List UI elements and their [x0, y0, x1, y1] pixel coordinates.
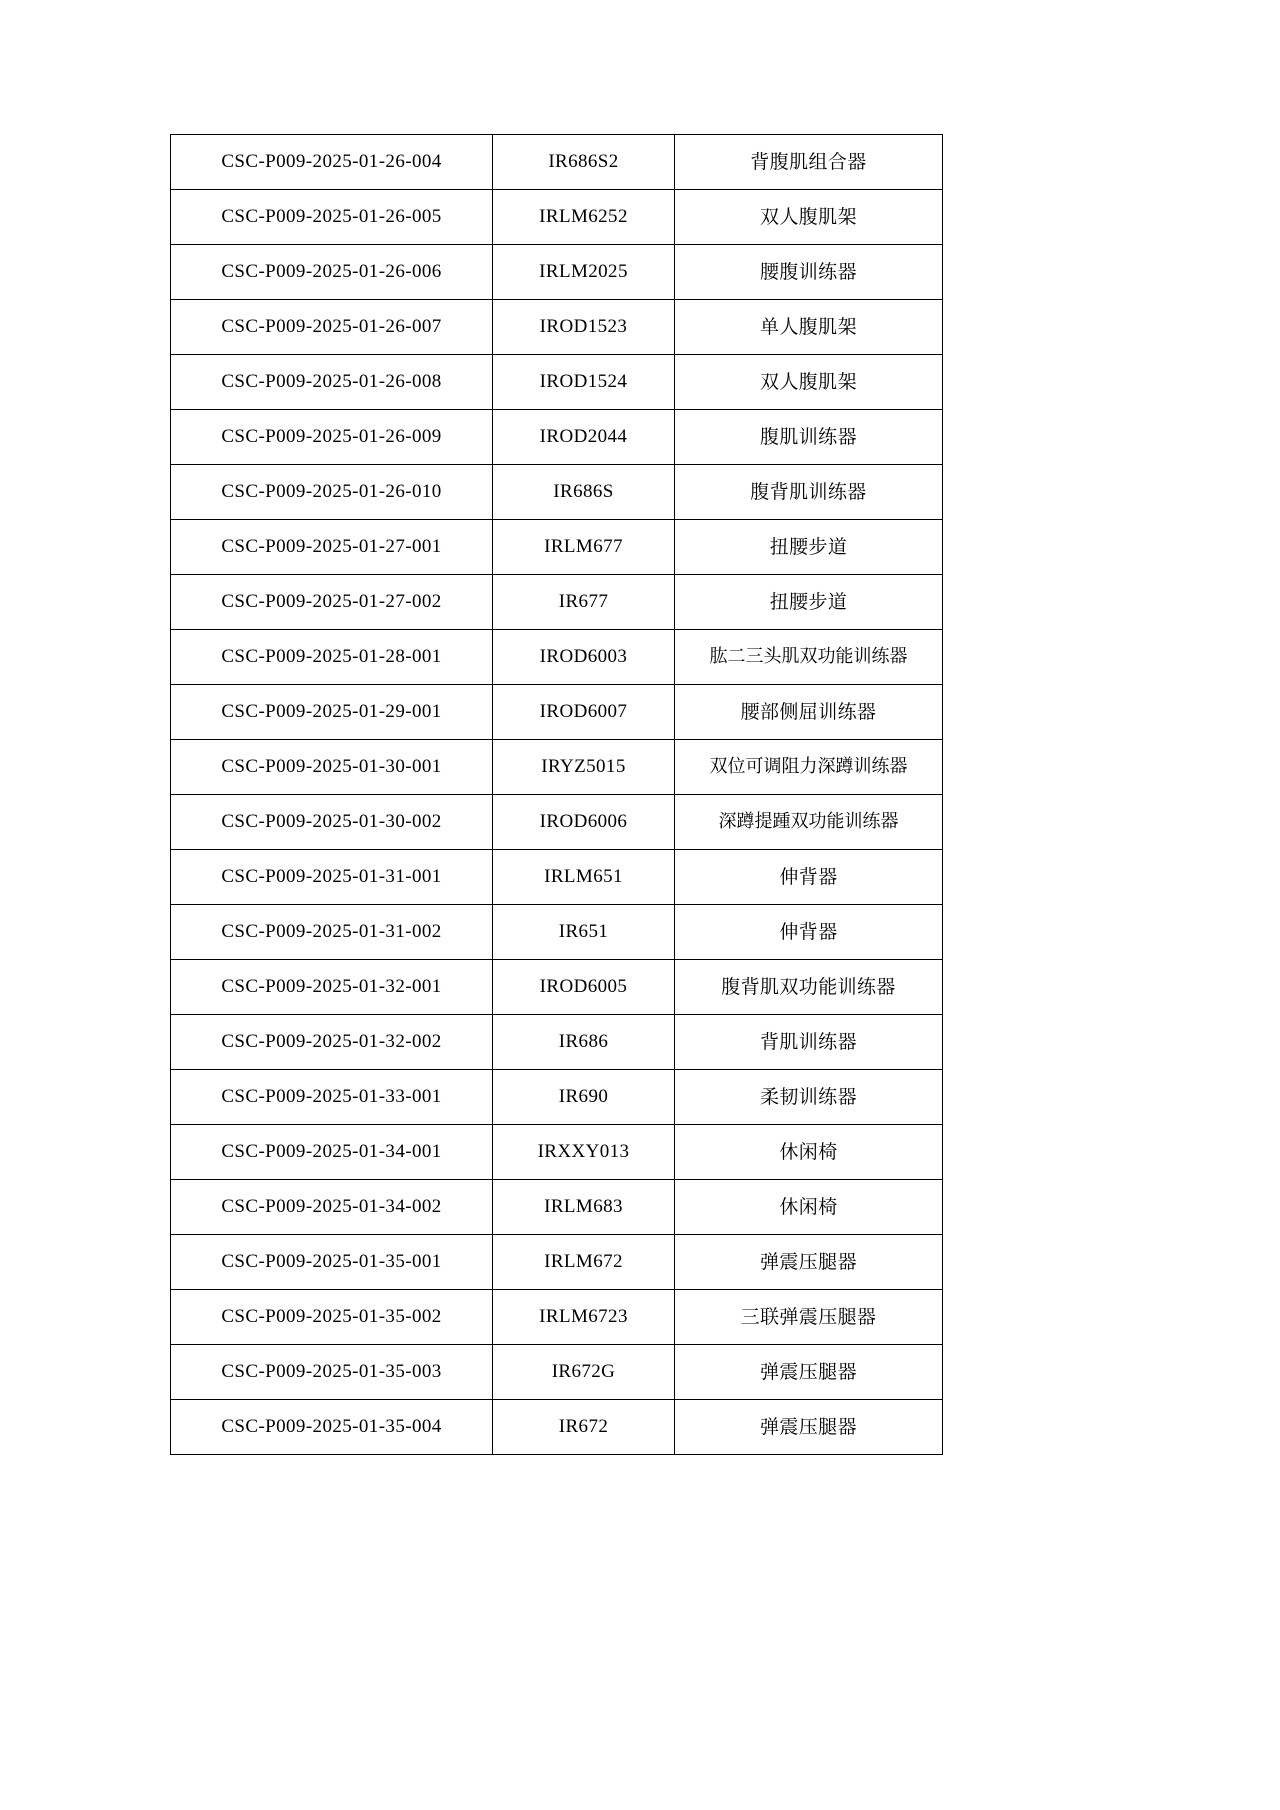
cell-model: IRLM672	[493, 1235, 675, 1290]
cell-code: CSC-P009-2025-01-31-001	[171, 850, 493, 905]
table-row	[171, 1235, 943, 1290]
cell-name: 腹肌训练器	[675, 410, 943, 465]
cell-name: 腹背肌训练器	[675, 465, 943, 520]
table-row	[171, 410, 943, 465]
cell-name: 双人腹肌架	[675, 190, 943, 245]
table-row	[171, 685, 943, 740]
cell-code: CSC-P009-2025-01-32-001	[171, 960, 493, 1015]
cell-code: CSC-P009-2025-01-26-010	[171, 465, 493, 520]
cell-name: 扭腰步道	[675, 575, 943, 630]
table-row	[171, 1180, 943, 1235]
cell-name: 三联弹震压腿器	[675, 1290, 943, 1345]
cell-code: CSC-P009-2025-01-35-001	[171, 1235, 493, 1290]
cell-model: IRLM2025	[493, 245, 675, 300]
cell-name: 双人腹肌架	[675, 355, 943, 410]
cell-model: IROD6005	[493, 960, 675, 1015]
cell-model: IRLM6723	[493, 1290, 675, 1345]
cell-model: IROD1523	[493, 300, 675, 355]
cell-name: 休闲椅	[675, 1180, 943, 1235]
cell-model: IRXXY013	[493, 1125, 675, 1180]
cell-code: CSC-P009-2025-01-26-007	[171, 300, 493, 355]
table-row	[171, 135, 943, 190]
table-row	[171, 1290, 943, 1345]
cell-name: 腰腹训练器	[675, 245, 943, 300]
cell-code: CSC-P009-2025-01-26-005	[171, 190, 493, 245]
cell-code: CSC-P009-2025-01-26-004	[171, 135, 493, 190]
table-row	[171, 960, 943, 1015]
cell-code: CSC-P009-2025-01-30-001	[171, 740, 493, 795]
cell-name: 背腹肌组合器	[675, 135, 943, 190]
cell-name: 弹震压腿器	[675, 1400, 943, 1455]
cell-model: IR672	[493, 1400, 675, 1455]
cell-model: IROD6003	[493, 630, 675, 685]
cell-code: CSC-P009-2025-01-29-001	[171, 685, 493, 740]
cell-code: CSC-P009-2025-01-34-001	[171, 1125, 493, 1180]
equipment-spec-table	[170, 134, 943, 1455]
cell-code: CSC-P009-2025-01-32-002	[171, 1015, 493, 1070]
table-row	[171, 190, 943, 245]
cell-code: CSC-P009-2025-01-33-001	[171, 1070, 493, 1125]
cell-name: 深蹲提踵双功能训练器	[675, 795, 943, 850]
table-row	[171, 300, 943, 355]
table-row	[171, 355, 943, 410]
table-row	[171, 520, 943, 575]
cell-code: CSC-P009-2025-01-31-002	[171, 905, 493, 960]
cell-code: CSC-P009-2025-01-26-009	[171, 410, 493, 465]
cell-name: 休闲椅	[675, 1125, 943, 1180]
cell-name: 伸背器	[675, 850, 943, 905]
table-row	[171, 1070, 943, 1125]
cell-model: IR686S2	[493, 135, 675, 190]
cell-model: IROD6007	[493, 685, 675, 740]
cell-model: IR672G	[493, 1345, 675, 1400]
cell-model: IRLM683	[493, 1180, 675, 1235]
table-row	[171, 465, 943, 520]
cell-name: 扭腰步道	[675, 520, 943, 575]
table-row	[171, 245, 943, 300]
cell-name: 腹背肌双功能训练器	[675, 960, 943, 1015]
cell-model: IROD6006	[493, 795, 675, 850]
cell-code: CSC-P009-2025-01-35-004	[171, 1400, 493, 1455]
cell-name: 单人腹肌架	[675, 300, 943, 355]
table-row	[171, 795, 943, 850]
cell-model: IROD1524	[493, 355, 675, 410]
cell-model: IRLM6252	[493, 190, 675, 245]
cell-model: IRLM677	[493, 520, 675, 575]
cell-name: 背肌训练器	[675, 1015, 943, 1070]
cell-code: CSC-P009-2025-01-35-002	[171, 1290, 493, 1345]
table-row	[171, 575, 943, 630]
cell-code: CSC-P009-2025-01-34-002	[171, 1180, 493, 1235]
table-row	[171, 630, 943, 685]
cell-model: IR686	[493, 1015, 675, 1070]
table-row	[171, 740, 943, 795]
table-row	[171, 1125, 943, 1180]
cell-model: IRYZ5015	[493, 740, 675, 795]
table-row	[171, 1345, 943, 1400]
cell-name: 伸背器	[675, 905, 943, 960]
table-row	[171, 1015, 943, 1070]
cell-code: CSC-P009-2025-01-35-003	[171, 1345, 493, 1400]
cell-model: IR686S	[493, 465, 675, 520]
cell-code: CSC-P009-2025-01-27-002	[171, 575, 493, 630]
cell-code: CSC-P009-2025-01-27-001	[171, 520, 493, 575]
spec-table-container	[170, 134, 942, 1455]
cell-model: IRLM651	[493, 850, 675, 905]
cell-code: CSC-P009-2025-01-26-006	[171, 245, 493, 300]
table-body	[171, 135, 943, 1455]
cell-code: CSC-P009-2025-01-30-002	[171, 795, 493, 850]
cell-name: 柔韧训练器	[675, 1070, 943, 1125]
cell-code: CSC-P009-2025-01-28-001	[171, 630, 493, 685]
table-row	[171, 850, 943, 905]
table-row	[171, 1400, 943, 1455]
cell-name: 弹震压腿器	[675, 1235, 943, 1290]
table-row	[171, 905, 943, 960]
cell-name: 腰部侧屈训练器	[675, 685, 943, 740]
cell-model: IR690	[493, 1070, 675, 1125]
cell-name: 双位可调阻力深蹲训练器	[675, 740, 943, 795]
cell-model: IR651	[493, 905, 675, 960]
cell-name: 弹震压腿器	[675, 1345, 943, 1400]
cell-name: 肱二三头肌双功能训练器	[675, 630, 943, 685]
cell-model: IR677	[493, 575, 675, 630]
cell-code: CSC-P009-2025-01-26-008	[171, 355, 493, 410]
cell-model: IROD2044	[493, 410, 675, 465]
